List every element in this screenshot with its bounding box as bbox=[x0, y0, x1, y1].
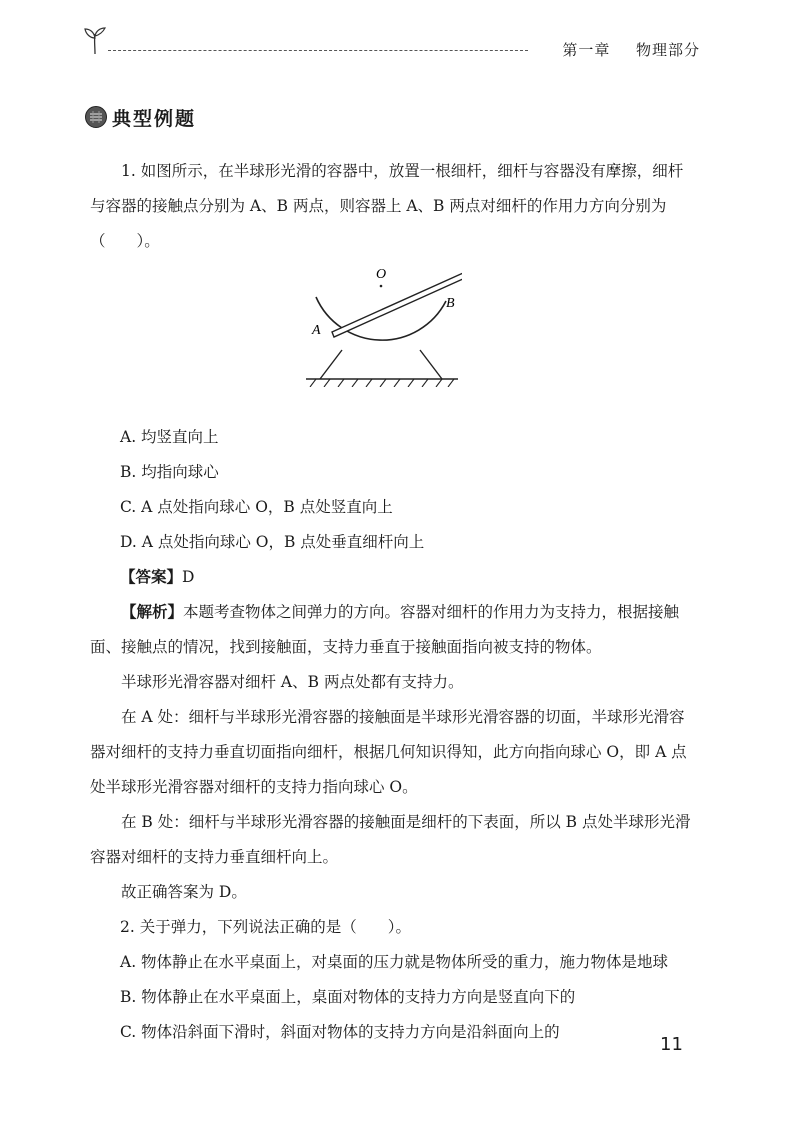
center-point-o bbox=[380, 285, 383, 288]
q1-analysis bbox=[90, 595, 696, 665]
rod bbox=[332, 269, 462, 337]
analysis-label: 【解析】 bbox=[121, 603, 184, 621]
page-content bbox=[90, 154, 696, 1050]
q2-option-b: B. 物体静止在水平桌面上，桌面对物体的支持力方向是竖直向下的 bbox=[120, 988, 576, 1006]
header-title bbox=[562, 39, 700, 60]
right-support bbox=[420, 350, 442, 379]
q1-option-b: B. 均指向球心 bbox=[120, 463, 219, 481]
hemisphere-diagram bbox=[302, 267, 462, 387]
q1-option-a: A. 均竖直向上 bbox=[120, 428, 219, 446]
q1-option-c: C. A 点处指向球心 O，B 点处竖直向上 bbox=[120, 498, 393, 516]
part-label: 物理部分 bbox=[635, 41, 700, 59]
label-o: O bbox=[376, 267, 387, 282]
chapter-label: 第一章 bbox=[562, 41, 611, 59]
q1-analysis-p3: 在 A 处：细杆与半球形光滑容器的接触面是半球形光滑容器的切面，半球形光滑容器对细杆的支持力垂直切面指向细杆，根据几何知识得知，此方向指向球心 O，即 A 点处半球形光滑容器对细杆的支持力指向球心 O。 bbox=[90, 708, 687, 796]
q1-analysis-p4: 在 B 处：细杆与半球形光滑容器的接触面是细杆的下表面，所以 B 点处半球形光滑容器对细杆的支持力垂直细杆向上。 bbox=[90, 813, 691, 866]
page-number: 11 bbox=[660, 1034, 683, 1055]
question-2-stem: 2. 关于弹力，下列说法正确的是（ ）。 bbox=[120, 918, 411, 936]
section-badge-icon bbox=[84, 105, 108, 129]
ground-hatching bbox=[310, 379, 454, 387]
q2-option-a: A. 物体静止在水平桌面上，对桌面的压力就是物体所受的重力，施力物体是地球 bbox=[120, 953, 669, 971]
q1-conclusion: 故正确答案为 D。 bbox=[121, 883, 247, 901]
label-b: B bbox=[446, 296, 455, 311]
analysis-text: 本题考查物体之间弹力的方向。容器对细杆的作用力为支持力，根据接触面、接触点的情况，找到接触面，支持力垂直于接触面指向被支持的物体。 bbox=[90, 603, 680, 656]
q1-analysis-p2: 半球形光滑容器对细杆 A、B 两点处都有支持力。 bbox=[121, 673, 464, 691]
q1-answer bbox=[90, 560, 696, 595]
answer-label: 【答案】 bbox=[120, 568, 183, 586]
question-1-stem: 1. 如图所示，在半球形光滑的容器中，放置一根细杆，细杆与容器没有摩擦，细杆与容器的接触点分别为 A、B 两点，则容器上 A、B 两点对细杆的作用力方向分别为（ ）。 bbox=[90, 162, 684, 250]
question-1-figure bbox=[90, 267, 696, 410]
header-rule bbox=[108, 50, 528, 51]
section-title: 典型例题 bbox=[112, 108, 197, 130]
answer-value: D bbox=[182, 568, 195, 586]
q2-option-c: C. 物体沿斜面下滑时，斜面对物体的支持力方向是沿斜面向上的 bbox=[120, 1023, 560, 1041]
label-a: A bbox=[312, 323, 321, 338]
page-header bbox=[82, 24, 702, 64]
left-support bbox=[320, 350, 342, 379]
sprout-icon bbox=[82, 26, 108, 56]
q1-option-d: D. A 点处指向球心 O，B 点处垂直细杆向上 bbox=[120, 533, 425, 551]
